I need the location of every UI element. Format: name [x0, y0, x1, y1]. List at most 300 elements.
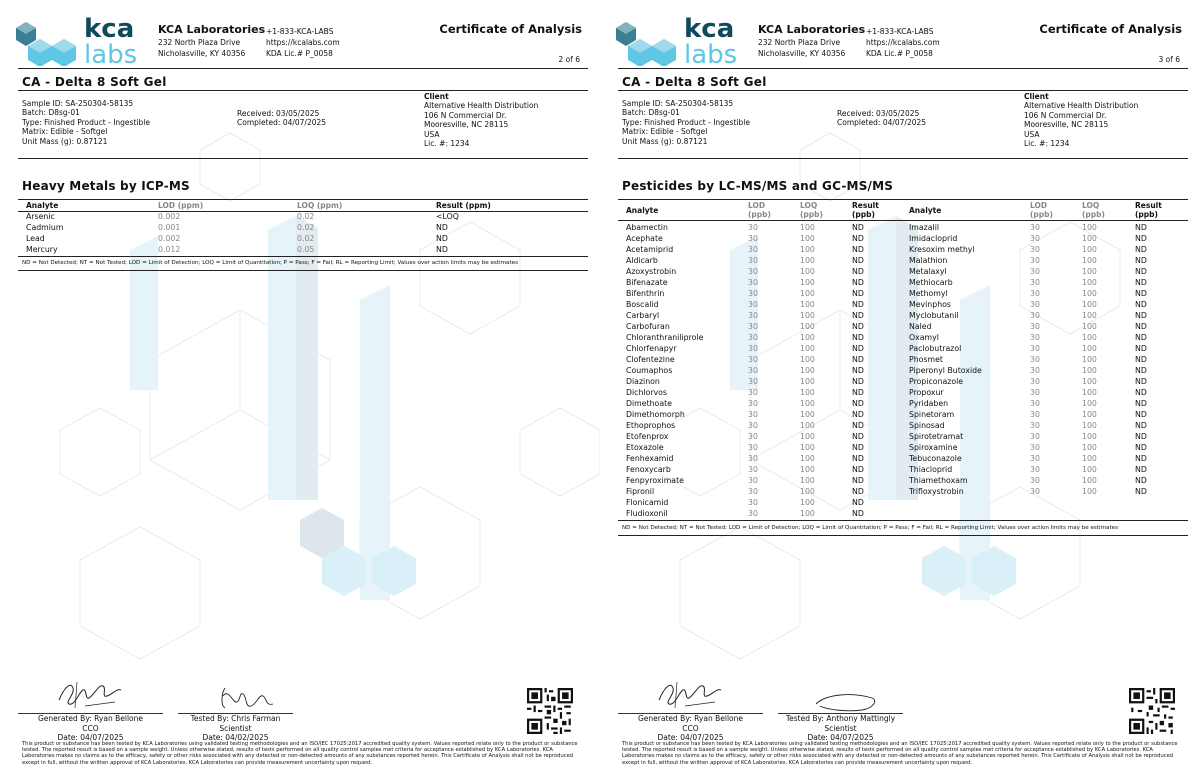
- lod-cell: 30: [748, 234, 758, 243]
- loq-cell: 100: [1082, 399, 1097, 408]
- lab-website-link[interactable]: https://kcalabs.com: [266, 38, 340, 47]
- analyte-cell: Lead: [26, 234, 45, 243]
- analyte-cell: Piperonyl Butoxide: [909, 366, 982, 375]
- lod-cell: 30: [1030, 344, 1040, 353]
- col-header-analyte: Analyte: [26, 201, 59, 210]
- col-header-analyte-right: Analyte: [909, 206, 942, 215]
- lod-cell: 30: [748, 289, 758, 298]
- table-row: [22, 245, 588, 256]
- analyte-cell: Phosmet: [909, 355, 943, 364]
- result-cell: ND: [852, 289, 864, 298]
- loq-cell: 100: [1082, 443, 1097, 452]
- tested-by-block: [778, 714, 903, 743]
- loq-cell: 100: [1082, 377, 1097, 386]
- table-row: [905, 322, 1200, 333]
- result-cell: ND: [1135, 366, 1147, 375]
- lab-address-line2: Nicholasville, KY 40356: [758, 49, 846, 58]
- client-info: [1024, 92, 1138, 148]
- result-cell: ND: [1135, 454, 1147, 463]
- lod-cell: 30: [748, 443, 758, 452]
- qr-code-icon[interactable]: [1129, 688, 1175, 734]
- result-cell: ND: [852, 322, 864, 331]
- generated-by-block: [18, 714, 163, 743]
- analyte-cell: Dichlorvos: [626, 388, 667, 397]
- result-cell: ND: [1135, 476, 1147, 485]
- table-footnote: ND = Not Detected; NT = Not Tested; LOD = Limit of Detection; LOQ = Limit of Quantitation; P = Pass; F = Fail; RL = Reporting Limit; Values over action limits may be estimates: [22, 260, 519, 266]
- sample-info: [22, 99, 150, 146]
- analyte-cell: Coumaphos: [626, 366, 673, 375]
- analyte-cell: Fenoxycarb: [626, 465, 671, 474]
- col-header-loq-left: LOQ (ppb): [800, 201, 823, 219]
- lod-cell: 30: [748, 465, 758, 474]
- generated-by-date: Date: 04/07/2025: [657, 733, 724, 743]
- lod-cell: 30: [1030, 432, 1040, 441]
- result-cell: ND: [852, 509, 864, 518]
- generated-by-name: Generated By: Ryan Bellone: [38, 714, 143, 723]
- result-cell: ND: [852, 355, 864, 364]
- lod-cell: 30: [748, 355, 758, 364]
- loq-cell: 100: [800, 256, 815, 265]
- lod-cell: 30: [748, 366, 758, 375]
- result-cell: ND: [1135, 388, 1147, 397]
- loq-cell: 100: [800, 432, 815, 441]
- loq-cell: 100: [800, 476, 815, 485]
- loq-cell: 100: [1082, 366, 1097, 375]
- lod-cell: 30: [748, 432, 758, 441]
- col-header-analyte-left: Analyte: [626, 206, 659, 215]
- analyte-cell: Bifenazate: [626, 278, 668, 287]
- result-cell: ND: [852, 366, 864, 375]
- table-row: [905, 289, 1200, 300]
- result-cell: ND: [852, 476, 864, 485]
- loq-cell: 100: [800, 410, 815, 419]
- lod-cell: 30: [1030, 322, 1040, 331]
- lod-cell: 30: [748, 377, 758, 386]
- lod-cell: 30: [1030, 289, 1040, 298]
- loq-cell: 100: [800, 454, 815, 463]
- client-name: Alternative Health Distribution: [424, 101, 539, 111]
- loq-cell: 100: [800, 355, 815, 364]
- analyte-cell: Myclobutanil: [909, 311, 959, 320]
- tested-by-block: [178, 714, 293, 743]
- loq-cell: 100: [1082, 311, 1097, 320]
- loq-cell: 100: [800, 333, 815, 342]
- lod-cell: 30: [748, 344, 758, 353]
- table-row: [905, 355, 1200, 366]
- result-cell: ND: [852, 421, 864, 430]
- loq-cell: 100: [800, 388, 815, 397]
- lab-license: KDA Lic.# P_0058: [866, 49, 933, 58]
- table-row: [22, 212, 588, 223]
- sample-dates: [237, 109, 326, 128]
- result-cell: ND: [1135, 322, 1147, 331]
- table-row: [905, 454, 1200, 465]
- analyte-cell: Mercury: [26, 245, 58, 254]
- lod-cell: 30: [748, 300, 758, 309]
- received-date: Received: 03/05/2025: [837, 109, 920, 118]
- result-cell: ND: [852, 432, 864, 441]
- result-cell: ND: [1135, 344, 1147, 353]
- analyte-cell: Imidacloprid: [909, 234, 958, 243]
- result-cell: ND: [436, 245, 448, 254]
- result-cell: ND: [852, 443, 864, 452]
- lod-cell: 30: [748, 245, 758, 254]
- result-cell: ND: [1135, 223, 1147, 232]
- table-row: [622, 509, 1188, 520]
- table-row: [905, 333, 1200, 344]
- result-cell: ND: [852, 487, 864, 496]
- table-row: [622, 498, 1188, 509]
- analyte-cell: Chlorfenapyr: [626, 344, 677, 353]
- lod-cell: 30: [748, 278, 758, 287]
- tested-by-date: Date: 04/02/2025: [202, 733, 269, 743]
- signature-ryan-bellone: [655, 678, 725, 710]
- lod-cell: 30: [1030, 388, 1040, 397]
- lab-name: KCA Laboratories: [158, 23, 266, 36]
- table-row: [905, 256, 1200, 267]
- col-header-result: Result (ppm): [436, 201, 491, 210]
- result-cell: ND: [1135, 399, 1147, 408]
- table-row: [22, 223, 588, 234]
- table-row: [905, 487, 1200, 498]
- table-row: [905, 476, 1200, 487]
- lod-cell: 30: [748, 410, 758, 419]
- loq-cell: 0.02: [297, 212, 315, 221]
- result-cell: ND: [852, 333, 864, 342]
- sample-id: Sample ID: SA-250304-58135: [622, 99, 734, 108]
- analyte-cell: Trifloxystrobin: [909, 487, 964, 496]
- loq-cell: 100: [1082, 333, 1097, 342]
- analyte-cell: Naled: [909, 322, 932, 331]
- lod-cell: 30: [1030, 223, 1040, 232]
- lab-address-line1: 232 North Plaza Drive: [758, 38, 841, 47]
- result-cell: ND: [1135, 465, 1147, 474]
- lab-phone: +1-833-KCA-LABS: [266, 27, 334, 36]
- svg-text:labs: labs: [84, 40, 138, 66]
- client-license: Lic. #: 1234: [1024, 139, 1070, 149]
- analyte-cell: Spinetoram: [909, 410, 955, 419]
- sample-matrix: Matrix: Edible - Softgel: [622, 127, 708, 137]
- loq-cell: 0.05: [297, 245, 315, 254]
- table-row: [905, 344, 1200, 355]
- lab-name: KCA Laboratories: [758, 23, 866, 36]
- sample-matrix: Matrix: Edible - Softgel: [22, 127, 108, 137]
- sample-id: Sample ID: SA-250304-58135: [22, 99, 134, 108]
- generated-by-block: [618, 714, 763, 743]
- sample-type: Type: Finished Product - Ingestible: [622, 117, 750, 127]
- tested-by-name: Tested By: Anthony Mattingly: [785, 714, 896, 723]
- result-cell: ND: [1135, 300, 1147, 309]
- result-cell: ND: [852, 245, 864, 254]
- lod-cell: 0.001: [158, 223, 181, 232]
- client-address1: 106 N Commercial Dr.: [424, 110, 507, 120]
- loq-cell: 100: [800, 289, 815, 298]
- header-divider: [618, 68, 1188, 69]
- analyte-cell: Oxamyl: [909, 333, 939, 342]
- client-heading: Client: [1024, 92, 1049, 101]
- result-cell: ND: [1135, 487, 1147, 496]
- loq-cell: 100: [800, 322, 815, 331]
- analyte-cell: Fenpyroximate: [626, 476, 684, 485]
- signature-chris-farman: [215, 684, 275, 712]
- legal-disclaimer: This product or substance has been tested by KCA Laboratories using validated testing methodologies and an ISO/IEC 17025:2017 accredited quality system. Values reported relate only to the product or substance tested. The reported result is based on a sample weight. Unless otherwise stated, results of tests performed on all quality control samples met criteria for acceptance established by KCA Laboratories. KCA Laboratories makes no claims as to the efficacy, safety or other risks associated with any detected or non-detected amounts of any substances reported herein. This Certificate of Analysis shall not be reproduced except in full, without the written approval of KCA Laboratories. KCA Laboratories can provide measurement uncertainty upon request.: [622, 741, 1178, 766]
- loq-cell: 100: [1082, 432, 1097, 441]
- analyte-cell: Fipronil: [626, 487, 655, 496]
- lod-cell: 30: [748, 256, 758, 265]
- client-address2: Mooresville, NC 28115: [424, 120, 509, 130]
- tested-by-date: Date: 04/07/2025: [807, 733, 874, 743]
- sample-batch: Batch: D8sg-01: [22, 108, 80, 118]
- footnote-rule: [618, 535, 1188, 536]
- table-row: [905, 311, 1200, 322]
- loq-cell: 100: [800, 300, 815, 309]
- result-cell: ND: [1135, 410, 1147, 419]
- table-row: [905, 234, 1200, 245]
- result-cell: ND: [852, 377, 864, 386]
- svg-text:labs: labs: [684, 40, 738, 66]
- loq-cell: 100: [1082, 256, 1097, 265]
- lod-cell: 30: [1030, 487, 1040, 496]
- lod-cell: 30: [1030, 465, 1040, 474]
- analyte-cell: Paclobutrazol: [909, 344, 962, 353]
- report-title: Certificate of Analysis: [439, 22, 582, 36]
- result-cell: ND: [1135, 289, 1147, 298]
- result-cell: ND: [852, 256, 864, 265]
- table-row: [905, 267, 1200, 278]
- logo-cubes: [16, 22, 76, 66]
- table-row: [905, 223, 1200, 234]
- page-number: 2 of 6: [558, 55, 580, 64]
- lod-cell: 30: [748, 399, 758, 408]
- analyte-cell: Diazinon: [626, 377, 660, 386]
- result-cell: ND: [1135, 278, 1147, 287]
- analyte-cell: Carbofuran: [626, 322, 670, 331]
- analyte-cell: Imazalil: [909, 223, 940, 232]
- table-row: [905, 366, 1200, 377]
- sample-batch: Batch: D8sg-01: [622, 108, 680, 118]
- lod-cell: 30: [1030, 443, 1040, 452]
- loq-cell: 100: [1082, 245, 1097, 254]
- lod-cell: 30: [748, 223, 758, 232]
- analyte-cell: Acetamiprid: [626, 245, 674, 254]
- analyte-cell: Mevinphos: [909, 300, 951, 309]
- lod-cell: 30: [1030, 267, 1040, 276]
- result-cell: ND: [852, 344, 864, 353]
- lod-cell: 30: [1030, 300, 1040, 309]
- table-header-rule: [618, 220, 1188, 221]
- client-info: [424, 92, 538, 148]
- result-cell: ND: [1135, 333, 1147, 342]
- table-row: [905, 278, 1200, 289]
- product-divider: [618, 90, 1188, 91]
- tested-by-title: Scientist: [824, 723, 857, 733]
- legal-disclaimer: This product or substance has been tested by KCA Laboratories using validated testing methodologies and an ISO/IEC 17025:2017 accredited quality system. Values reported relate only to the product or substance tested. The reported result is based on a sample weight. Unless otherwise stated, results of tests performed on all quality control samples met criteria for acceptance established by KCA Laboratories. KCA Laboratories makes no claims as to the efficacy, safety or other risks associated with any detected or non-detected amounts of any substances reported herein. This Certificate of Analysis shall not be reproduced except in full, without the written approval of KCA Laboratories. KCA Laboratories can provide measurement uncertainty upon request.: [22, 741, 578, 766]
- loq-cell: 100: [800, 509, 815, 518]
- lod-cell: 30: [1030, 256, 1040, 265]
- analyte-cell: Acephate: [626, 234, 663, 243]
- analyte-cell: Chloranthraniliprole: [626, 333, 704, 342]
- table-row: [905, 410, 1200, 421]
- col-header-loq: LOQ (ppm): [297, 201, 343, 210]
- analyte-cell: Spirotetramat: [909, 432, 964, 441]
- result-cell: ND: [1135, 234, 1147, 243]
- loq-cell: 100: [800, 421, 815, 430]
- product-name: CA - Delta 8 Soft Gel: [622, 75, 767, 89]
- analyte-cell: Methomyl: [909, 289, 948, 298]
- completed-date: Completed: 04/07/2025: [237, 118, 327, 128]
- lod-cell: 30: [748, 476, 758, 485]
- loq-cell: 100: [1082, 223, 1097, 232]
- lod-cell: 30: [748, 333, 758, 342]
- analyte-cell: Malathion: [909, 256, 948, 265]
- result-cell: ND: [852, 454, 864, 463]
- table-top-rule: [18, 199, 588, 200]
- loq-cell: 100: [800, 487, 815, 496]
- lod-cell: 30: [748, 454, 758, 463]
- lod-cell: 30: [748, 322, 758, 331]
- product-divider: [18, 90, 588, 91]
- table-row: [905, 388, 1200, 399]
- result-cell: ND: [852, 410, 864, 419]
- lod-cell: 30: [1030, 234, 1040, 243]
- received-date: Received: 03/05/2025: [237, 109, 320, 118]
- col-header-result-left: Result (ppb): [852, 201, 879, 219]
- generated-by-name: Generated By: Ryan Bellone: [638, 714, 743, 723]
- result-cell: ND: [852, 399, 864, 408]
- analyte-cell: Kresoxim methyl: [909, 245, 975, 254]
- analyte-cell: Thiacloprid: [909, 465, 953, 474]
- loq-cell: 100: [800, 366, 815, 375]
- lod-cell: 30: [1030, 476, 1040, 485]
- col-header-loq-right: LOQ (ppb): [1082, 201, 1105, 219]
- lab-website-link[interactable]: https://kcalabs.com: [866, 38, 940, 47]
- lab-address-line1: 232 North Plaza Drive: [158, 38, 241, 47]
- lod-cell: 30: [1030, 410, 1040, 419]
- generated-by-title: CCO: [682, 723, 699, 733]
- analyte-cell: Boscalid: [626, 300, 659, 309]
- client-address2: Mooresville, NC 28115: [1024, 120, 1109, 130]
- result-cell: ND: [1135, 245, 1147, 254]
- loq-cell: 100: [800, 377, 815, 386]
- analyte-cell: Tebuconazole: [909, 454, 962, 463]
- analyte-cell: Etofenprox: [626, 432, 669, 441]
- info-divider: [18, 158, 588, 159]
- product-name: CA - Delta 8 Soft Gel: [22, 75, 167, 89]
- loq-cell: 100: [1082, 410, 1097, 419]
- analyte-cell: Fenhexamid: [626, 454, 674, 463]
- analyte-cell: Azoxystrobin: [626, 267, 677, 276]
- analyte-cell: Carbaryl: [626, 311, 660, 320]
- loq-cell: 100: [1082, 278, 1097, 287]
- lod-cell: 30: [748, 509, 758, 518]
- result-cell: ND: [1135, 267, 1147, 276]
- analyte-cell: Cadmium: [26, 223, 64, 232]
- loq-cell: 100: [1082, 388, 1097, 397]
- lod-cell: 30: [1030, 399, 1040, 408]
- result-cell: ND: [852, 388, 864, 397]
- tested-by-name: Tested By: Chris Farman: [190, 714, 281, 723]
- result-cell: ND: [1135, 377, 1147, 386]
- loq-cell: 100: [800, 498, 815, 507]
- signature-anthony-mattingly-mark: [812, 690, 882, 714]
- lod-cell: 30: [748, 421, 758, 430]
- lod-cell: 30: [1030, 377, 1040, 386]
- sample-unit-mass: Unit Mass (g): 0.87121: [22, 136, 108, 146]
- qr-code-icon[interactable]: [527, 688, 573, 734]
- lab-license: KDA Lic.# P_0058: [266, 49, 333, 58]
- loq-cell: 100: [800, 245, 815, 254]
- page-number: 3 of 6: [1158, 55, 1180, 64]
- client-license: Lic. #: 1234: [424, 139, 470, 149]
- tested-by-title: Scientist: [219, 723, 252, 733]
- lod-cell: 30: [1030, 278, 1040, 287]
- lod-cell: 0.002: [158, 234, 181, 243]
- loq-cell: 0.02: [297, 234, 315, 243]
- lab-phone: +1-833-KCA-LABS: [866, 27, 934, 36]
- table-bottom-rule: [618, 520, 1188, 521]
- lod-cell: 30: [1030, 454, 1040, 463]
- client-country: USA: [1024, 129, 1040, 139]
- lod-cell: 30: [1030, 245, 1040, 254]
- result-cell: ND: [1135, 421, 1147, 430]
- sample-type: Type: Finished Product - Ingestible: [22, 117, 150, 127]
- result-cell: <LOQ: [436, 212, 459, 221]
- loq-cell: 100: [1082, 355, 1097, 364]
- loq-cell: 100: [800, 278, 815, 287]
- footnote-rule: [18, 270, 588, 271]
- logo-cubes: [616, 22, 676, 66]
- result-cell: ND: [852, 498, 864, 507]
- analyte-cell: Dimethoate: [626, 399, 672, 408]
- info-divider: [618, 158, 1188, 159]
- loq-cell: 100: [1082, 487, 1097, 496]
- analyte-cell: Spinosad: [909, 421, 945, 430]
- loq-cell: 100: [1082, 344, 1097, 353]
- loq-cell: 100: [1082, 289, 1097, 298]
- report-title: Certificate of Analysis: [1039, 22, 1182, 36]
- result-cell: ND: [1135, 432, 1147, 441]
- result-cell: ND: [852, 234, 864, 243]
- analyte-cell: Arsenic: [26, 212, 55, 221]
- sample-dates: [837, 109, 926, 128]
- loq-cell: 100: [800, 465, 815, 474]
- loq-cell: 100: [1082, 476, 1097, 485]
- sample-info: [622, 99, 750, 146]
- lod-cell: 30: [1030, 366, 1040, 375]
- result-cell: ND: [852, 465, 864, 474]
- section-title: Pesticides by LC-MS/MS and GC-MS/MS: [622, 179, 894, 193]
- table-row: [905, 465, 1200, 476]
- loq-cell: 100: [1082, 322, 1097, 331]
- lod-cell: 30: [748, 267, 758, 276]
- loq-cell: 100: [1082, 300, 1097, 309]
- analyte-cell: Metalaxyl: [909, 267, 947, 276]
- analyte-cell: Propoxur: [909, 388, 944, 397]
- signature-ryan-bellone: [55, 678, 125, 710]
- lod-cell: 30: [1030, 421, 1040, 430]
- lod-cell: 30: [748, 498, 758, 507]
- table-row: [905, 421, 1200, 432]
- loq-cell: 100: [800, 234, 815, 243]
- result-cell: ND: [852, 223, 864, 232]
- lod-cell: 30: [1030, 333, 1040, 342]
- lod-cell: 30: [1030, 355, 1040, 364]
- table-row: [22, 234, 588, 245]
- analyte-cell: Ethoprophos: [626, 421, 676, 430]
- client-heading: Client: [424, 92, 449, 101]
- lab-address-line2: Nicholasville, KY 40356: [158, 49, 246, 58]
- analyte-cell: Methiocarb: [909, 278, 953, 287]
